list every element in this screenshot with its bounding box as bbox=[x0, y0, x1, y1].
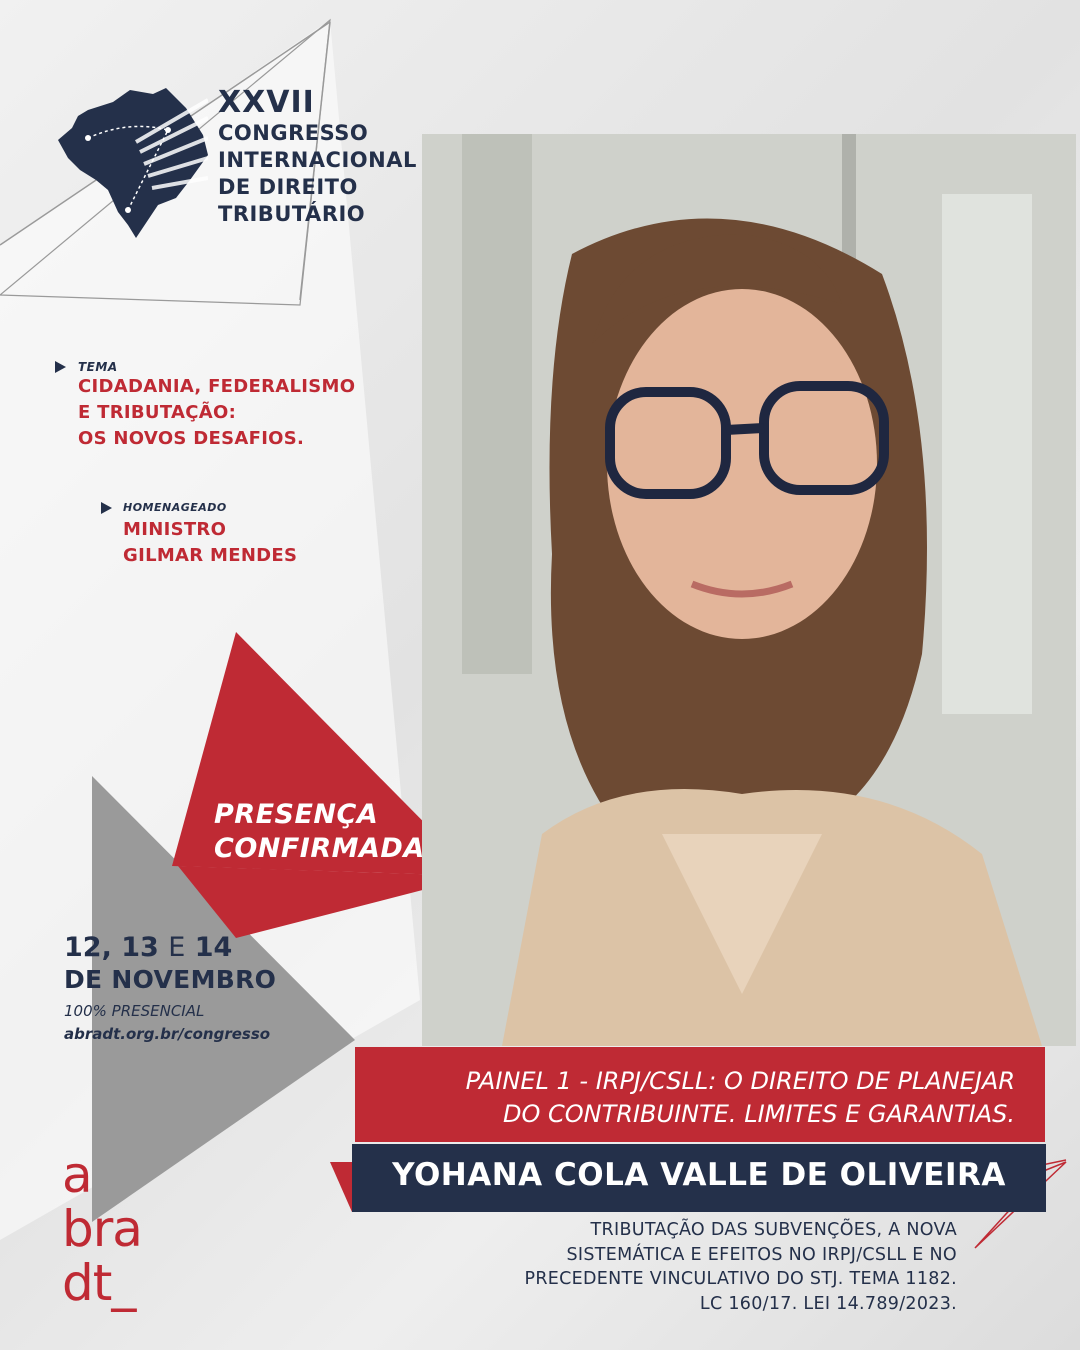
homenageado-label: HOMENAGEADO bbox=[123, 501, 227, 514]
arrow-right-icon bbox=[55, 361, 66, 373]
topic-line: SISTEMÁTICA E EFEITOS NO IRPJ/CSLL E NO bbox=[566, 1244, 957, 1265]
brand-line-last bbox=[62, 1256, 142, 1310]
date-days: 12, 13 E 14 bbox=[64, 932, 233, 963]
painel-banner bbox=[355, 1047, 1045, 1142]
red-accent-left bbox=[330, 1162, 352, 1212]
tema-line: E TRIBUTAÇÃO: bbox=[78, 402, 237, 423]
brand-line: dt bbox=[62, 1254, 112, 1312]
topic-line: PRECEDENTE VINCULATIVO DO STJ. TEMA 1182. bbox=[524, 1269, 957, 1289]
event-mode: 100% PRESENCIAL bbox=[64, 1002, 205, 1020]
homenageado-text bbox=[123, 517, 297, 569]
brand-suffix: _ bbox=[111, 1254, 136, 1312]
speaker-photo bbox=[422, 134, 1076, 1046]
homenageado-line: GILMAR MENDES bbox=[123, 545, 298, 566]
brand-line: a bbox=[62, 1146, 92, 1204]
painel-line: DO CONTRIBUINTE. LIMITES E GARANTIAS. bbox=[503, 1100, 1015, 1128]
speaker-topic bbox=[524, 1218, 957, 1316]
event-title-line: TRIBUTÁRIO bbox=[218, 202, 366, 226]
tema-label: TEMA bbox=[78, 360, 118, 374]
tema-line: OS NOVOS DESAFIOS. bbox=[78, 428, 305, 449]
abradt-logo bbox=[62, 1148, 142, 1310]
tema-line: CIDADANIA, FEDERALISMO bbox=[78, 376, 356, 397]
homenageado-line: MINISTRO bbox=[123, 519, 227, 540]
day-connector: E bbox=[168, 932, 186, 963]
painel-text bbox=[466, 1065, 1015, 1131]
day-2: 13 bbox=[121, 932, 159, 963]
event-title bbox=[218, 86, 417, 228]
speaker-photo-placeholder bbox=[422, 134, 1076, 1046]
speaker-name: YOHANA COLA VALLE DE OLIVEIRA bbox=[392, 1157, 1006, 1193]
presenca-line: PRESENÇA bbox=[214, 799, 379, 830]
date-month: DE NOVEMBRO bbox=[64, 965, 277, 994]
event-dates bbox=[64, 932, 276, 1046]
brazil-map-logo-icon bbox=[58, 80, 208, 240]
event-title-line: DE DIREITO bbox=[218, 175, 358, 199]
day-1: 12 bbox=[64, 932, 102, 963]
event-edition: XXVII bbox=[218, 85, 315, 120]
tema-text bbox=[78, 374, 355, 452]
event-title-line: CONGRESSO bbox=[218, 121, 369, 145]
event-title-line: INTERNACIONAL bbox=[218, 148, 417, 172]
arrow-right-icon bbox=[101, 502, 112, 514]
topic-line: LC 160/17. LEI 14.789/2023. bbox=[699, 1293, 957, 1314]
presenca-line: CONFIRMADA bbox=[214, 833, 425, 864]
brand-line: bra bbox=[62, 1200, 142, 1258]
painel-line: PAINEL 1 - IRPJ/CSLL: O DIREITO DE PLANEJAR bbox=[465, 1067, 1015, 1095]
day-3: 14 bbox=[194, 932, 233, 963]
presenca-confirmada-badge bbox=[214, 798, 425, 866]
speaker-name-bar bbox=[352, 1144, 1046, 1212]
event-url[interactable]: abradt.org.br/congresso bbox=[64, 1025, 271, 1043]
topic-line: TRIBUTAÇÃO DAS SUBVENÇÕES, A NOVA bbox=[590, 1220, 957, 1240]
